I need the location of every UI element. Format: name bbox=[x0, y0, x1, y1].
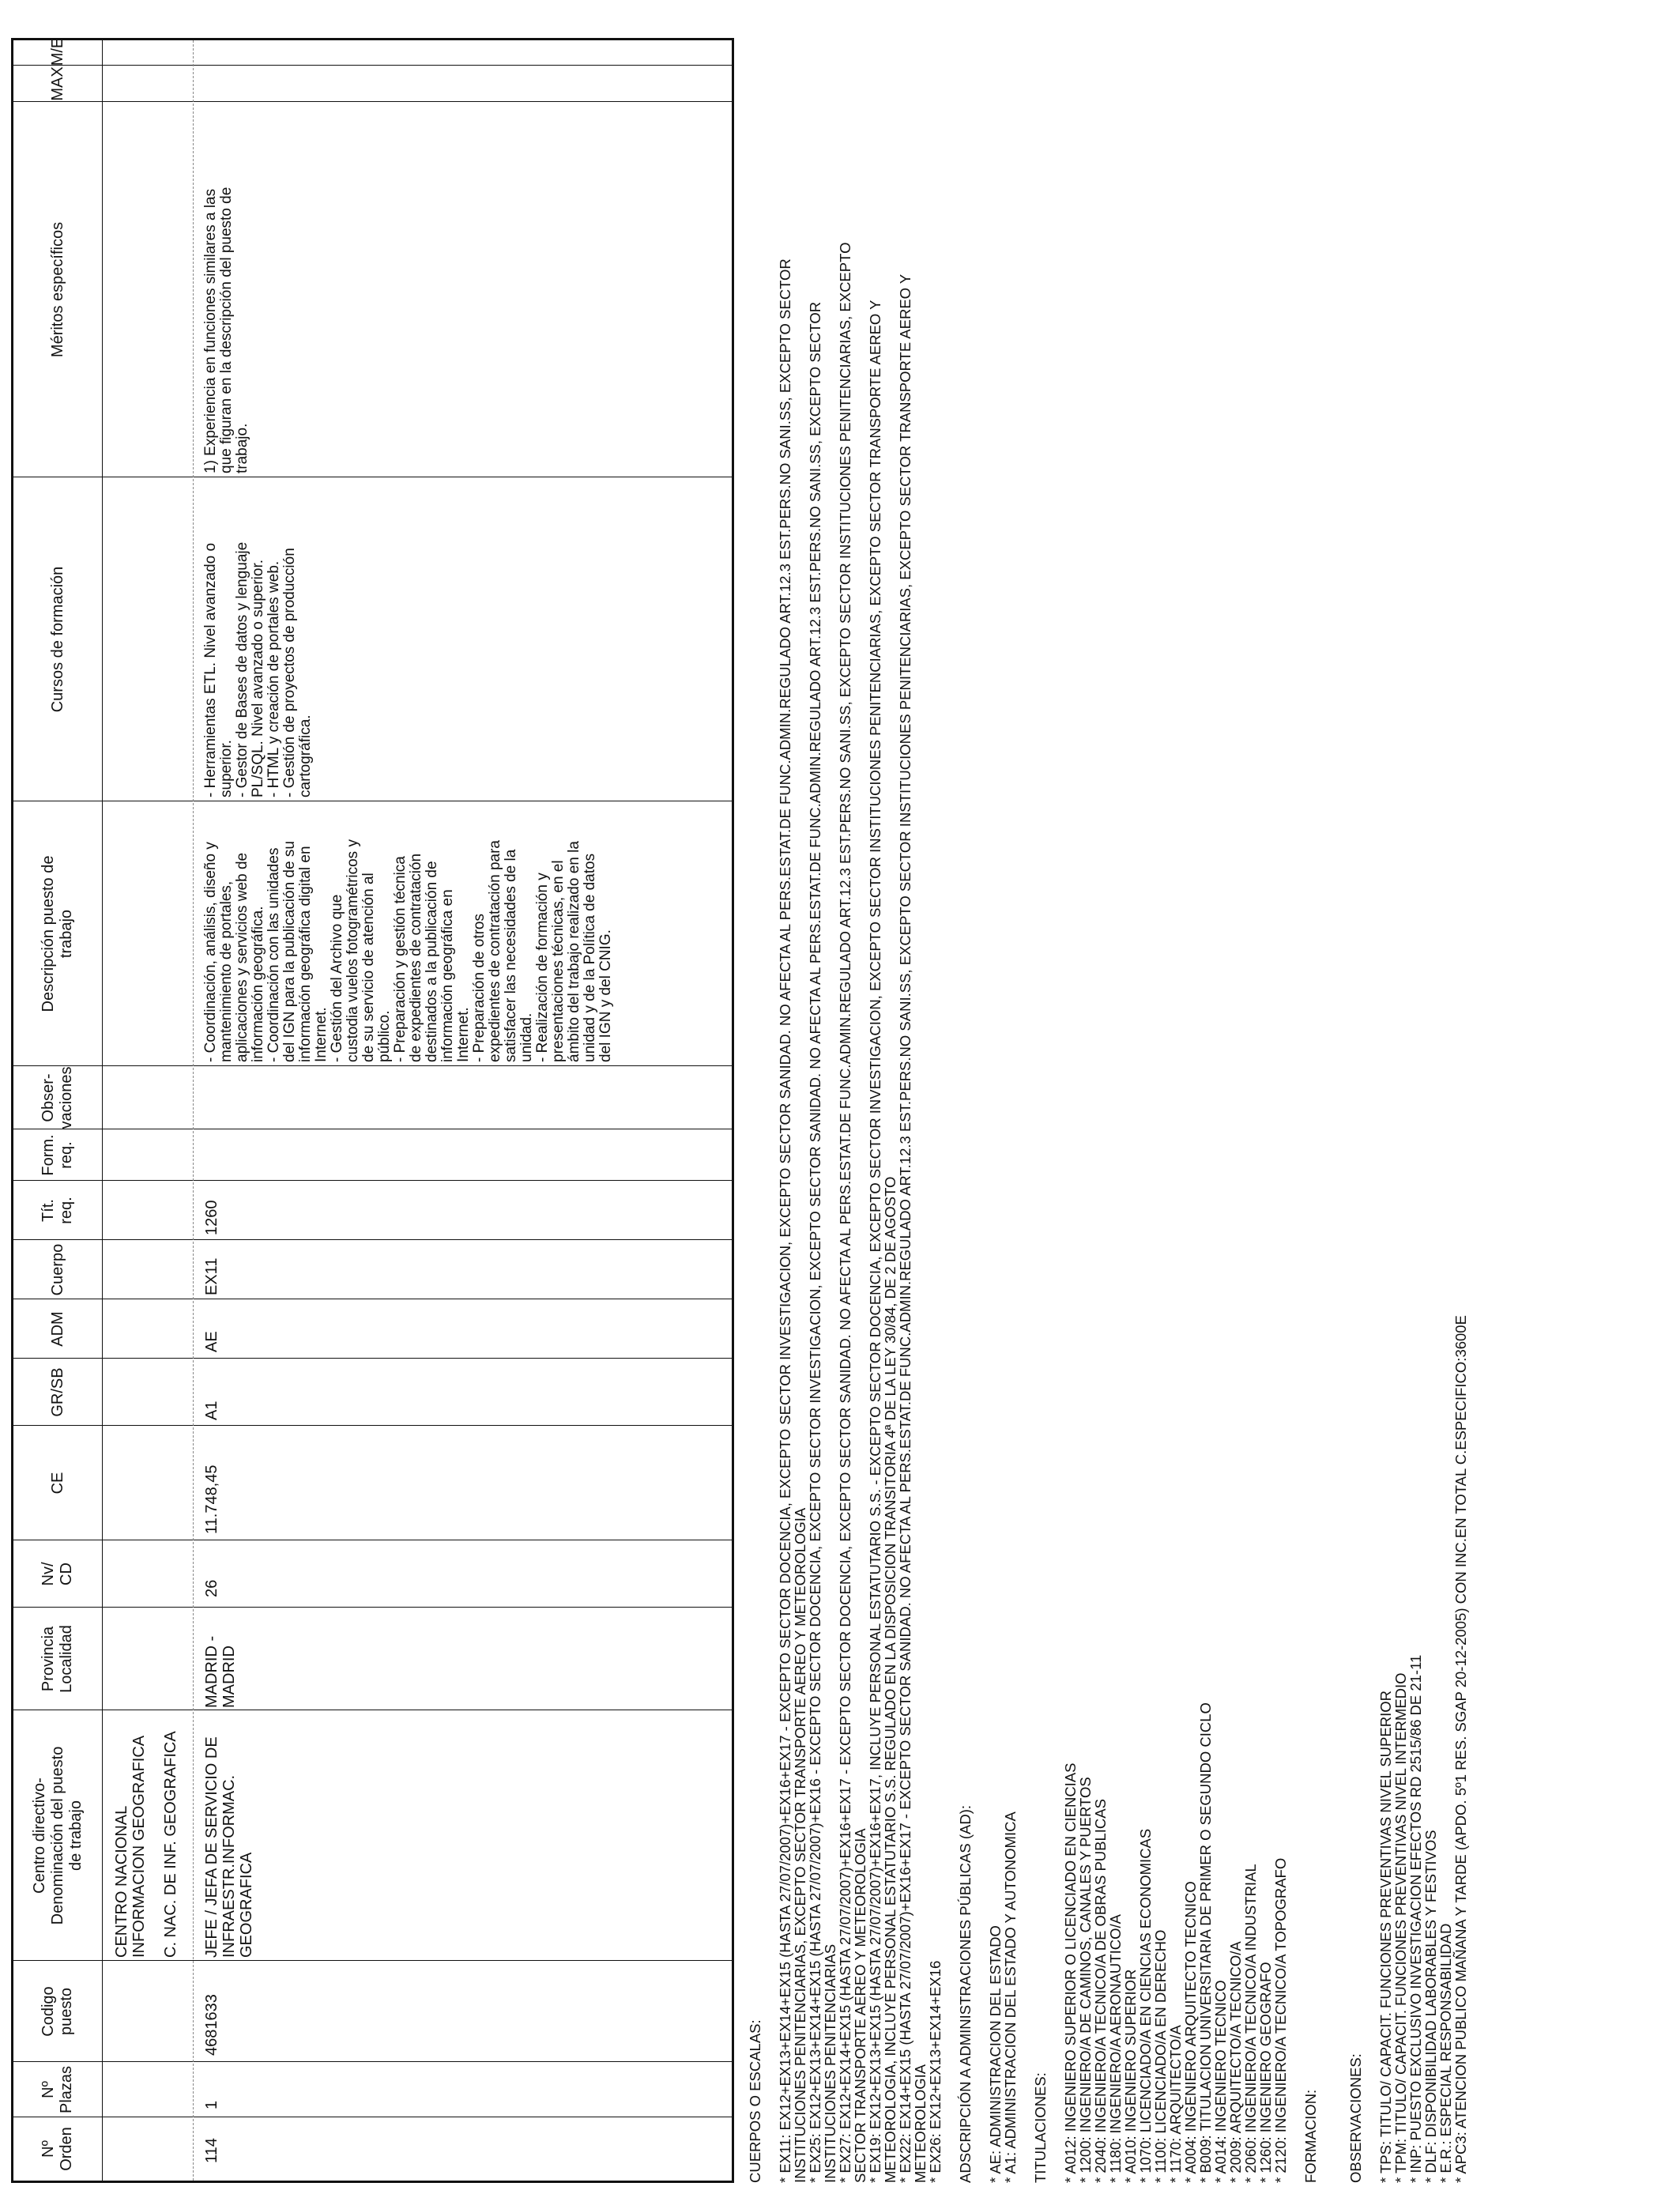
header-cursos: Cursos de formación bbox=[48, 566, 66, 713]
header-codigo: Codigo puesto bbox=[40, 1986, 75, 2037]
unidad: C. NAC. DE INF. GEOGRAFICA bbox=[162, 1731, 179, 1958]
observaciones-title: OBSERVACIONES: bbox=[1347, 2053, 1364, 2183]
header-adm: ADM bbox=[48, 1311, 66, 1347]
observacion-line: * DLF: DISPONIBILIDAD LABORABLES Y FESTIVOS bbox=[1422, 1830, 1439, 2183]
titulacion-line: * 1170: ARQUITECTO/A bbox=[1167, 2025, 1184, 2183]
header-formacion: Form. req. bbox=[40, 1134, 75, 1176]
header-plazas: Nº Plazas bbox=[40, 2065, 75, 2114]
row-meritos: 1) Experiencia en funciones similares a las que figuran en la descripción del puesto de trabajo. bbox=[202, 187, 250, 473]
titulacion-line: * B009: TITULACION UNIVERSITARIA DE PRIMER O SEGUNDO CICLO bbox=[1197, 1702, 1214, 2183]
cuerpos-title: CUERPOS O ESCALAS: bbox=[747, 2019, 763, 2183]
cuerpos-line: METEOROLOGIA bbox=[912, 2064, 929, 2183]
cuerpos-line: METEOROLOGIA, INCLUYE PERSONAL ESTATUTARIO S.S. REGULADO EN LA DISPOSICION TRANSITORIA 4ª DE LA LEY 30/84, DE 2 DE AGOSTO bbox=[882, 1176, 898, 2183]
observacion-line: * APC3: ATENCION PUBLICO MAÑANA Y TARDE (APDO. 5º1 RES. SGAP 20-12-2005) CON INC.EN TOTAL C.ESPECIFICO:3600E bbox=[1452, 1315, 1469, 2183]
cuerpos-line: * EX25: EX12+EX13+EX14+EX15 (HASTA 27/07/2007)+EX16 - EXCEPTO SECTOR DOCENCIA, EXCEPTO SECTOR INVESTIGACION, EXCEPTO SECTOR SANIDAD. NO AFECTA AL PERS.ESTAT.DE FUNC.ADMIN.REGULADO ART.12.3 EST.PERS.NO SANI.SS, EXCEPTO SECTOR bbox=[807, 301, 823, 2183]
titulaciones-title: TITULACIONES: bbox=[1032, 2072, 1049, 2183]
job-positions-table bbox=[11, 38, 734, 2183]
titulacion-line: * 1180: INGENIERO/A AERONAUTICO/A bbox=[1107, 1914, 1124, 2183]
observacion-line: * TPS: TITULO/ CAPACIT. FUNCIONES PREVENTIVAS NIVEL SUPERIOR bbox=[1377, 1691, 1394, 2183]
row-titulacion: 1260 bbox=[203, 1200, 220, 1235]
row-plazas: 1 bbox=[203, 2100, 220, 2109]
centro-directivo: CENTRO NACIONAL INFORMACION GEOGRAFICA bbox=[113, 1735, 148, 1958]
adscripcion-line: * A1: ADMINISTRACION DEL ESTADO Y AUTONOMICA bbox=[1002, 1811, 1019, 2183]
observacion-line: * E.R.: ESPECIAL RESPONSABILIDAD bbox=[1437, 1923, 1454, 2183]
titulacion-line: * A012: INGENIERO SUPERIOR O LICENCIADO EN CIENCIAS bbox=[1062, 1762, 1079, 2183]
row-puesto: JEFE / JEFA DE SERVICIO DE INFRAESTR.INFORMAC. GEOGRAFICA bbox=[203, 1736, 255, 1958]
titulacion-line: * 2120: INGENIERO/A TECNICO/A TOPOGRAFO bbox=[1272, 1857, 1289, 2183]
row-orden: 114 bbox=[203, 2138, 220, 2163]
header-me: M/E bbox=[48, 37, 66, 66]
adscripcion-title: ADSCRIPCIÓN A ADMINISTRACIONES PÚBLICAS (AD): bbox=[957, 1804, 974, 2183]
header-provincia: Provincia Localidad bbox=[40, 1625, 75, 1693]
titulacion-line: * A014: INGENIERO TECNICO bbox=[1212, 1980, 1229, 2183]
titulacion-line: * 1260: INGENIERO GEOGRAFO bbox=[1257, 1962, 1274, 2183]
row-provincia: MADRID - MADRID bbox=[203, 1635, 238, 1708]
titulacion-line: * 1200: INGENIERO/A DE CAMINOS, CANALES Y PUERTOS bbox=[1077, 1777, 1094, 2183]
header-cuerpo: Cuerpo bbox=[48, 1243, 66, 1296]
cuerpos-line: * EX11: EX12+EX13+EX14+EX15 (HASTA 27/07/2007)+EX16+EX17 - EXCEPTO SECTOR DOCENCIA, EXCEPTO SECTOR INVESTIGACION, EXCEPTO SECTOR SANIDAD. NO AFECTA AL PERS.ESTAT.DE FUNC.ADMIN.REGULADO ART.12.3 EST.PERS.NO SANI.SS, EXCEPTO SECTOR bbox=[777, 258, 793, 2183]
cuerpos-line: * EX22: EX14+EX15 (HASTA 27/07/2007)+EX16+EX17 - EXCEPTO SECTOR SANIDAD. NO AFECTA AL PERS.ESTAT.DE FUNC.ADMIN.REGULADO ART.12.3 EST.PERS.NO SANI.SS, EXCEPTO SECTOR INSTITUCIONES PENITENCIARIAS, EXCEPTO SECTOR TRANSPORTE AEREO Y bbox=[897, 273, 913, 2183]
header-titulacion: Tít. req. bbox=[40, 1197, 75, 1224]
cuerpos-line: SECTOR TRANSPORTE AEREO Y METEOROLOGIA bbox=[852, 1828, 868, 2183]
header-ce: CE bbox=[48, 1472, 66, 1495]
header-observaciones: Obser- vaciones bbox=[40, 1066, 75, 1129]
cuerpos-line: * EX26: EX12+EX13+EX14+EX16 bbox=[927, 1960, 944, 2183]
titulacion-line: * 2060: INGENIERO/A TECNICO/A INDUSTRIAL bbox=[1242, 1864, 1259, 2183]
cuerpos-line: * EX19: EX12+EX13+EX15 (HASTA 27/07/2007)+EX16+EX17, INCLUYE PERSONAL ESTATUTARIO S.S. - EXCEPTO SECTOR DOCENCIA, EXCEPTO SECTOR INVESTIGACION, EXCEPTO SECTOR INSTITUCIONES PENITENCIARIAS, EXCEPTO SECTOR TRANSPORTE AEREO Y bbox=[867, 300, 883, 2183]
cuerpos-line: * EX27: EX12+EX14+EX15 (HASTA 27/07/2007)+EX16+EX17 - EXCEPTO SECTOR DOCENCIA, EXCEPTO SECTOR SANIDAD. NO AFECTA AL PERS.ESTAT.DE FUNC.ADMIN.REGULADO ART.12.3 EST.PERS.NO SANI.SS, EXCEPTO SECTOR INSTITUCIONES PENITENCIARIAS, EXCEPTO bbox=[837, 242, 853, 2183]
titulacion-line: * 1100: LICENCIADO/A EN DERECHO bbox=[1152, 1929, 1169, 2183]
observacion-line: * INP: PUESTO EXCLUSIVO INVESTIGACION EFECTOS RD 2515/86 DE 21-11 bbox=[1407, 1654, 1424, 2183]
cuerpos-line: INSTITUCIONES PENITENCIARIAS bbox=[822, 1943, 838, 2183]
titulacion-line: * A004: INGENIERO ARQUITECTO TECNICO bbox=[1182, 1881, 1199, 2183]
titulacion-line: * A010: INGENIERO SUPERIOR bbox=[1122, 1969, 1139, 2183]
row-codigo: 4681633 bbox=[203, 1994, 220, 2056]
header-nivel: Nv/ CD bbox=[40, 1562, 75, 1586]
titulacion-line: * 2009: ARQUITECTO/A TECNICO/A bbox=[1227, 1941, 1244, 2183]
row-descripcion: - Coordinación, análisis, diseño y mantenimiento de portales, aplicaciones y servicios web de información geográfica. - Coordinación con las unidades del IGN para la publicación de su información geográfica digital en Internet. - Gestión del Archivo que custodia vuelos fotogramétricos y de su servicio de atención al público. - Preparación y gestión técnica de expedientes de contratación destinados a la publicación de información geográfica en Internet. - Preparación de otros expedientes de contratación para satisfacer las necesidades de la unidad. - Realización de formación y presentaciones técnicas, en el ámbito del trabajo realizado en la unidad y de la Política de datos del IGN y del CNIG. bbox=[202, 839, 614, 1062]
row-ce: 11.748,45 bbox=[203, 1465, 220, 1534]
row-cuerpo: EX11 bbox=[203, 1257, 220, 1295]
header-centro: Centro directivo- Denominación del puesto de trabajo bbox=[30, 1746, 85, 1925]
row-cursos: - Herramientas ETL. Nivel avanzado o superior. - Gestor de Bases de datos y lenguaje PL/SQL. Nivel avanzado o superior. - HTML y creación de portales web. - Gestión de proyectos de producción cartográfica. bbox=[202, 541, 314, 797]
row-adm: AE bbox=[203, 1331, 220, 1352]
titulacion-line: * 2040: INGENIERO/A TECNICO/A DE OBRAS PUBLICAS bbox=[1092, 1799, 1109, 2183]
formacion-title: FORMACION: bbox=[1302, 2089, 1319, 2183]
header-descripcion: Descripción puesto de trabajo bbox=[40, 855, 75, 1012]
header-orden: Nº Orden bbox=[40, 2127, 75, 2171]
adscripcion-line: * AE: ADMINISTRACION DEL ESTADO bbox=[987, 1925, 1004, 2183]
legend-notes bbox=[748, 17, 1468, 2183]
row-grsb: A1 bbox=[203, 1400, 220, 1420]
observacion-line: * TPM: TITULO/ CAPACIT. FUNCIONES PREVENTIVAS NIVEL INTERMEDIO bbox=[1392, 1672, 1409, 2183]
titulacion-line: * 1070: LICENCIADO/A EN CIENCIAS ECONOMICAS bbox=[1137, 1828, 1154, 2183]
header-max: MAX bbox=[48, 66, 66, 101]
row-nivel: 26 bbox=[203, 1579, 220, 1597]
header-grsb: GR/SB bbox=[48, 1367, 66, 1417]
cuerpos-line: INSTITUCIONES PENITENCIARIAS, EXCEPTO SECTOR TRANSPORTE AEREO Y METEOROLOGIA bbox=[792, 1507, 808, 2183]
header-meritos: Méritos específicos bbox=[48, 221, 66, 358]
